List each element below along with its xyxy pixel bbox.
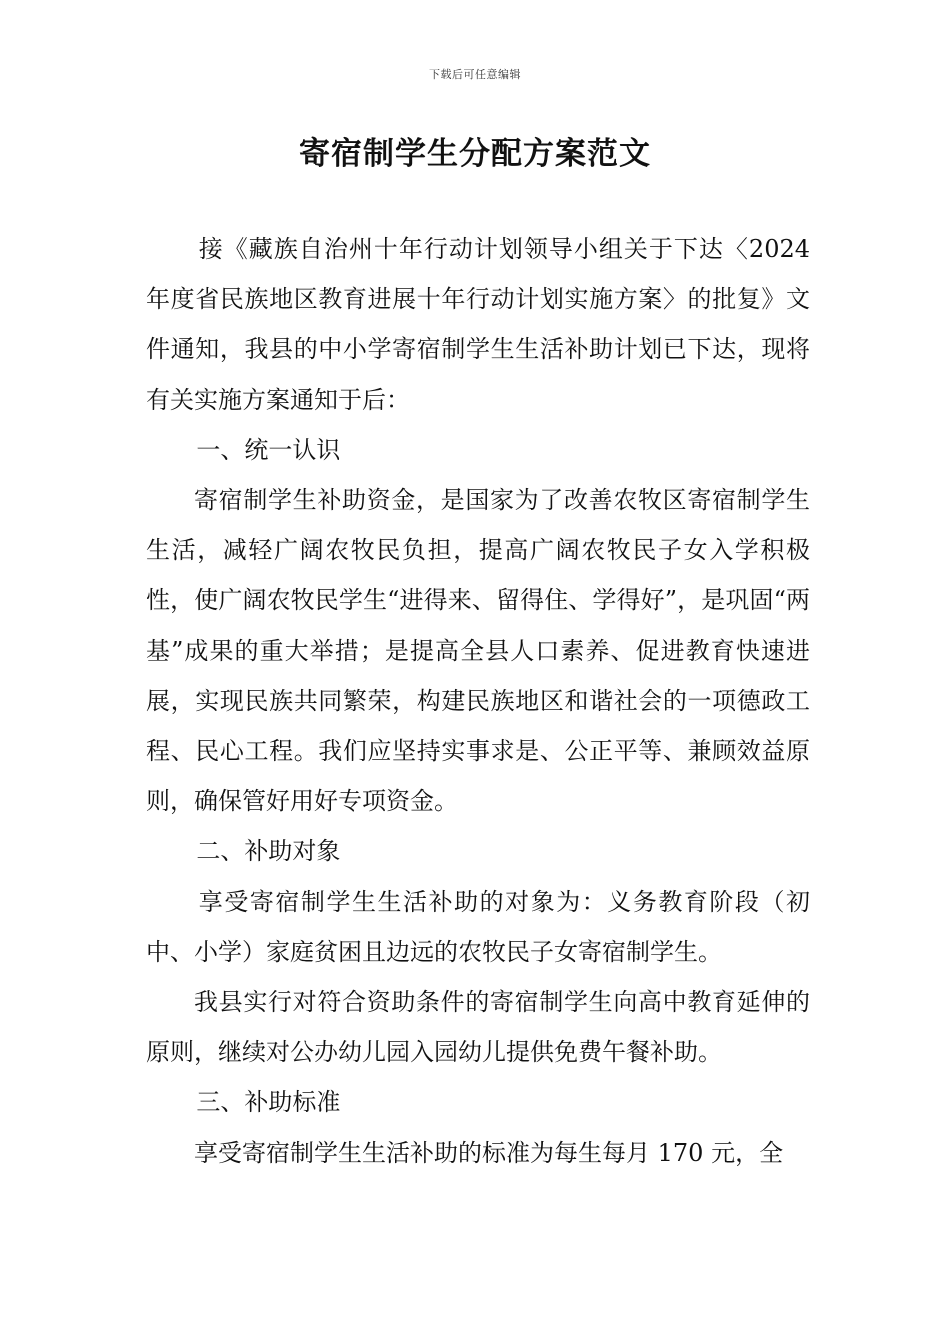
section-3-paragraph: 享受寄宿制学生生活补助的标准为每生每月 170 元，全: [194, 1138, 784, 1167]
document-title: 寄宿制学生分配方案范文: [299, 136, 651, 172]
intro-paragraph: 接《藏族自治州十年行动计划领导小组关于下达〈2024年度省民族地区教育进展十年行动计划实施方案〉的批复》文件通知，我县的中小学寄宿制学生生活补助计划已下达，现将有关实施方案通知于后：: [146, 235, 810, 414]
section-3-heading: 三、补助标准: [196, 1088, 341, 1117]
section-1-heading: 一、统一认识: [196, 435, 341, 464]
section-1-paragraph: 寄宿制学生补助资金，是国家为了改善农牧区寄宿制学生生活，减轻广阔农牧民负担，提高广阔农牧民子女入学积极性，使广阔农牧民学生“进得来、留得住、学得好”，是巩固“两基”成果的重大举措；是提高全县人口素养、促进教育快速进展，实现民族共同繁荣，构建民族地区和谐社会的一项德政工程、民心工程。我们应坚持实事求是、公正平等、兼顾效益原则，确保管好用好专项资金。: [146, 486, 810, 816]
section-2-paragraph-2: 我县实行对符合资助条件的寄宿制学生向高中教育延伸的原则，继续对公办幼儿园入园幼儿提供免费午餐补助。: [146, 988, 810, 1067]
section-2-heading: 二、补助对象: [196, 837, 341, 866]
document-body: [146, 224, 810, 1178]
section-2-paragraph-1: 享受寄宿制学生生活补助的对象为：义务教育阶段（初中、小学）家庭贫困且边远的农牧民子女寄宿制学生。: [146, 887, 810, 966]
header-note: 下载后可任意编辑: [429, 68, 521, 81]
